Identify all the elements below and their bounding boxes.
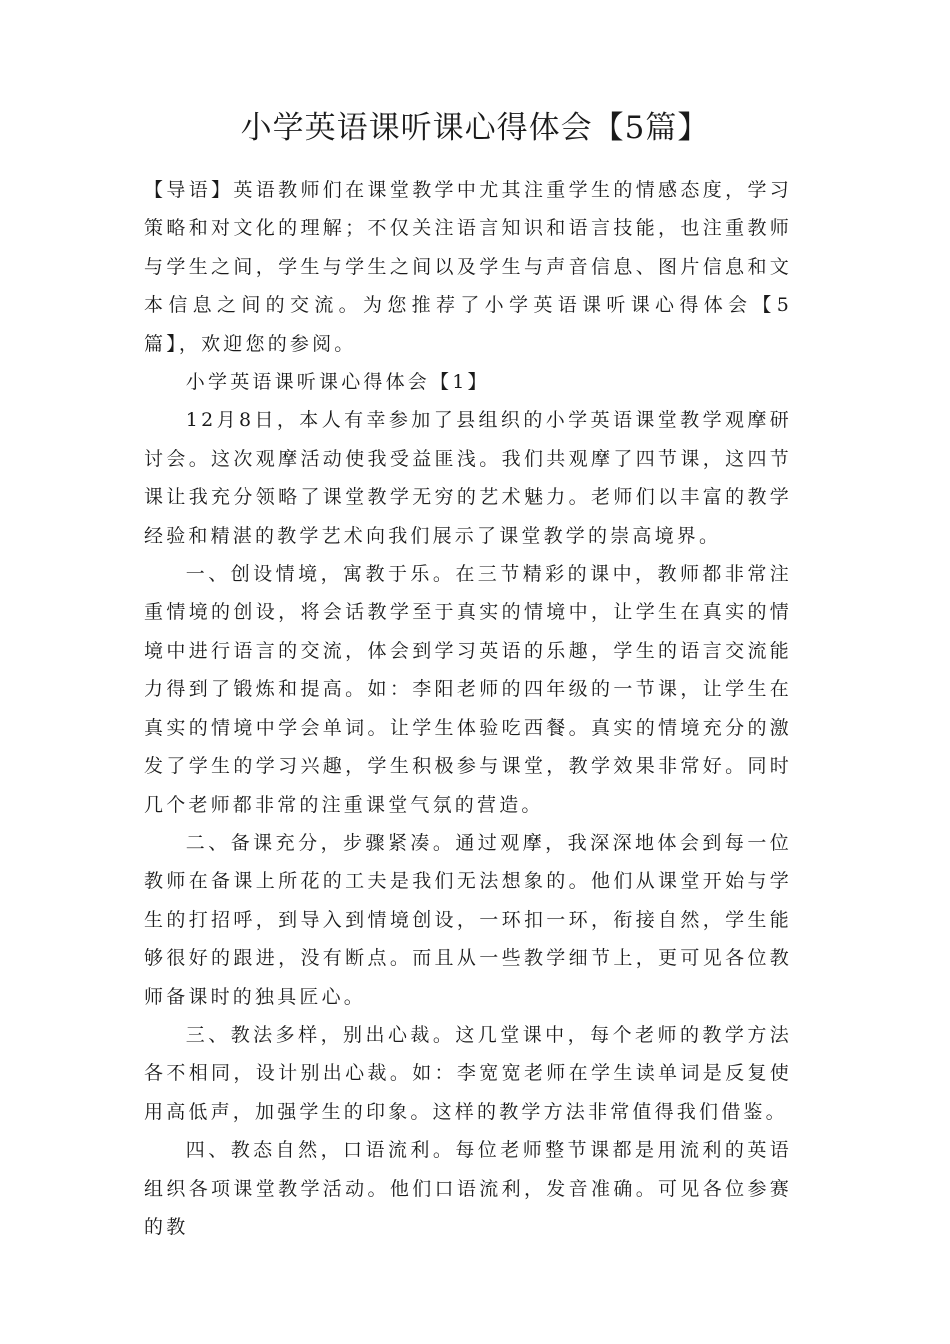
document-title: 小学英语课听课心得体会【5篇】 <box>240 110 710 146</box>
section-heading: 小学英语课听课心得体会【1】 <box>185 371 490 394</box>
intro-paragraph: 【导语】英语教师们在课堂教学中尤其注重学生的情感态度，学习策略和对文化的理解；不仅关注语言知识和语言技能，也注重教师与学生之间，学生与学生之间以及学生与声音信息、图片信息和文本信息之间的交流。为您推荐了小学英语课听课心得体会【5篇】，欢迎您的参阅。 <box>144 179 792 355</box>
body-paragraph: 12月8日，本人有幸参加了县组织的小学英语课堂教学观摩研讨会。这次观摩活动使我受益匪浅。我们共观摩了四节课，这四节课让我充分领略了课堂教学无穷的艺术魅力。老师们以丰富的教学经验和精湛的教学艺术向我们展示了课堂教学的崇高境界。 <box>144 409 792 547</box>
body-paragraph: 三、教法多样，别出心裁。这几堂课中，每个老师的教学方法各不相同，设计别出心裁。如：李宽宽老师在学生读单词是反复使用高低声，加强学生的印象。这样的教学方法非常值得我们借鉴。 <box>144 1023 792 1123</box>
body-paragraph: 二、备课充分，步骤紧凑。通过观摩，我深深地体会到每一位教师在备课上所花的工夫是我们无法想象的。他们从课堂开始与学生的打招呼，到导入到情境创设，一环扣一环，衔接自然，学生能够很好的跟进，没有断点。而且从一些教学细节上，更可见各位教师备课时的独具匠心。 <box>144 831 792 1008</box>
body-paragraph: 一、创设情境，寓教于乐。在三节精彩的课中，教师都非常注重情境的创设，将会话教学至于真实的情境中，让学生在真实的情境中进行语言的交流，体会到学习英语的乐趣，学生的语言交流能力得到了锻炼和提高。如：李阳老师的四年级的一节课，让学生在真实的情境中学会单词。让学生体验吃西餐。真实的情境充分的激发了学生的学习兴趣，学生积极参与课堂，教学效果非常好。同时几个老师都非常的注重课堂气氛的营造。 <box>144 563 792 816</box>
document-body <box>144 171 792 1246</box>
body-paragraph: 四、教态自然，口语流利。每位老师整节课都是用流利的英语组织各项课堂教学活动。他们口语流利，发音准确。可见各位参赛的教 <box>144 1139 792 1238</box>
